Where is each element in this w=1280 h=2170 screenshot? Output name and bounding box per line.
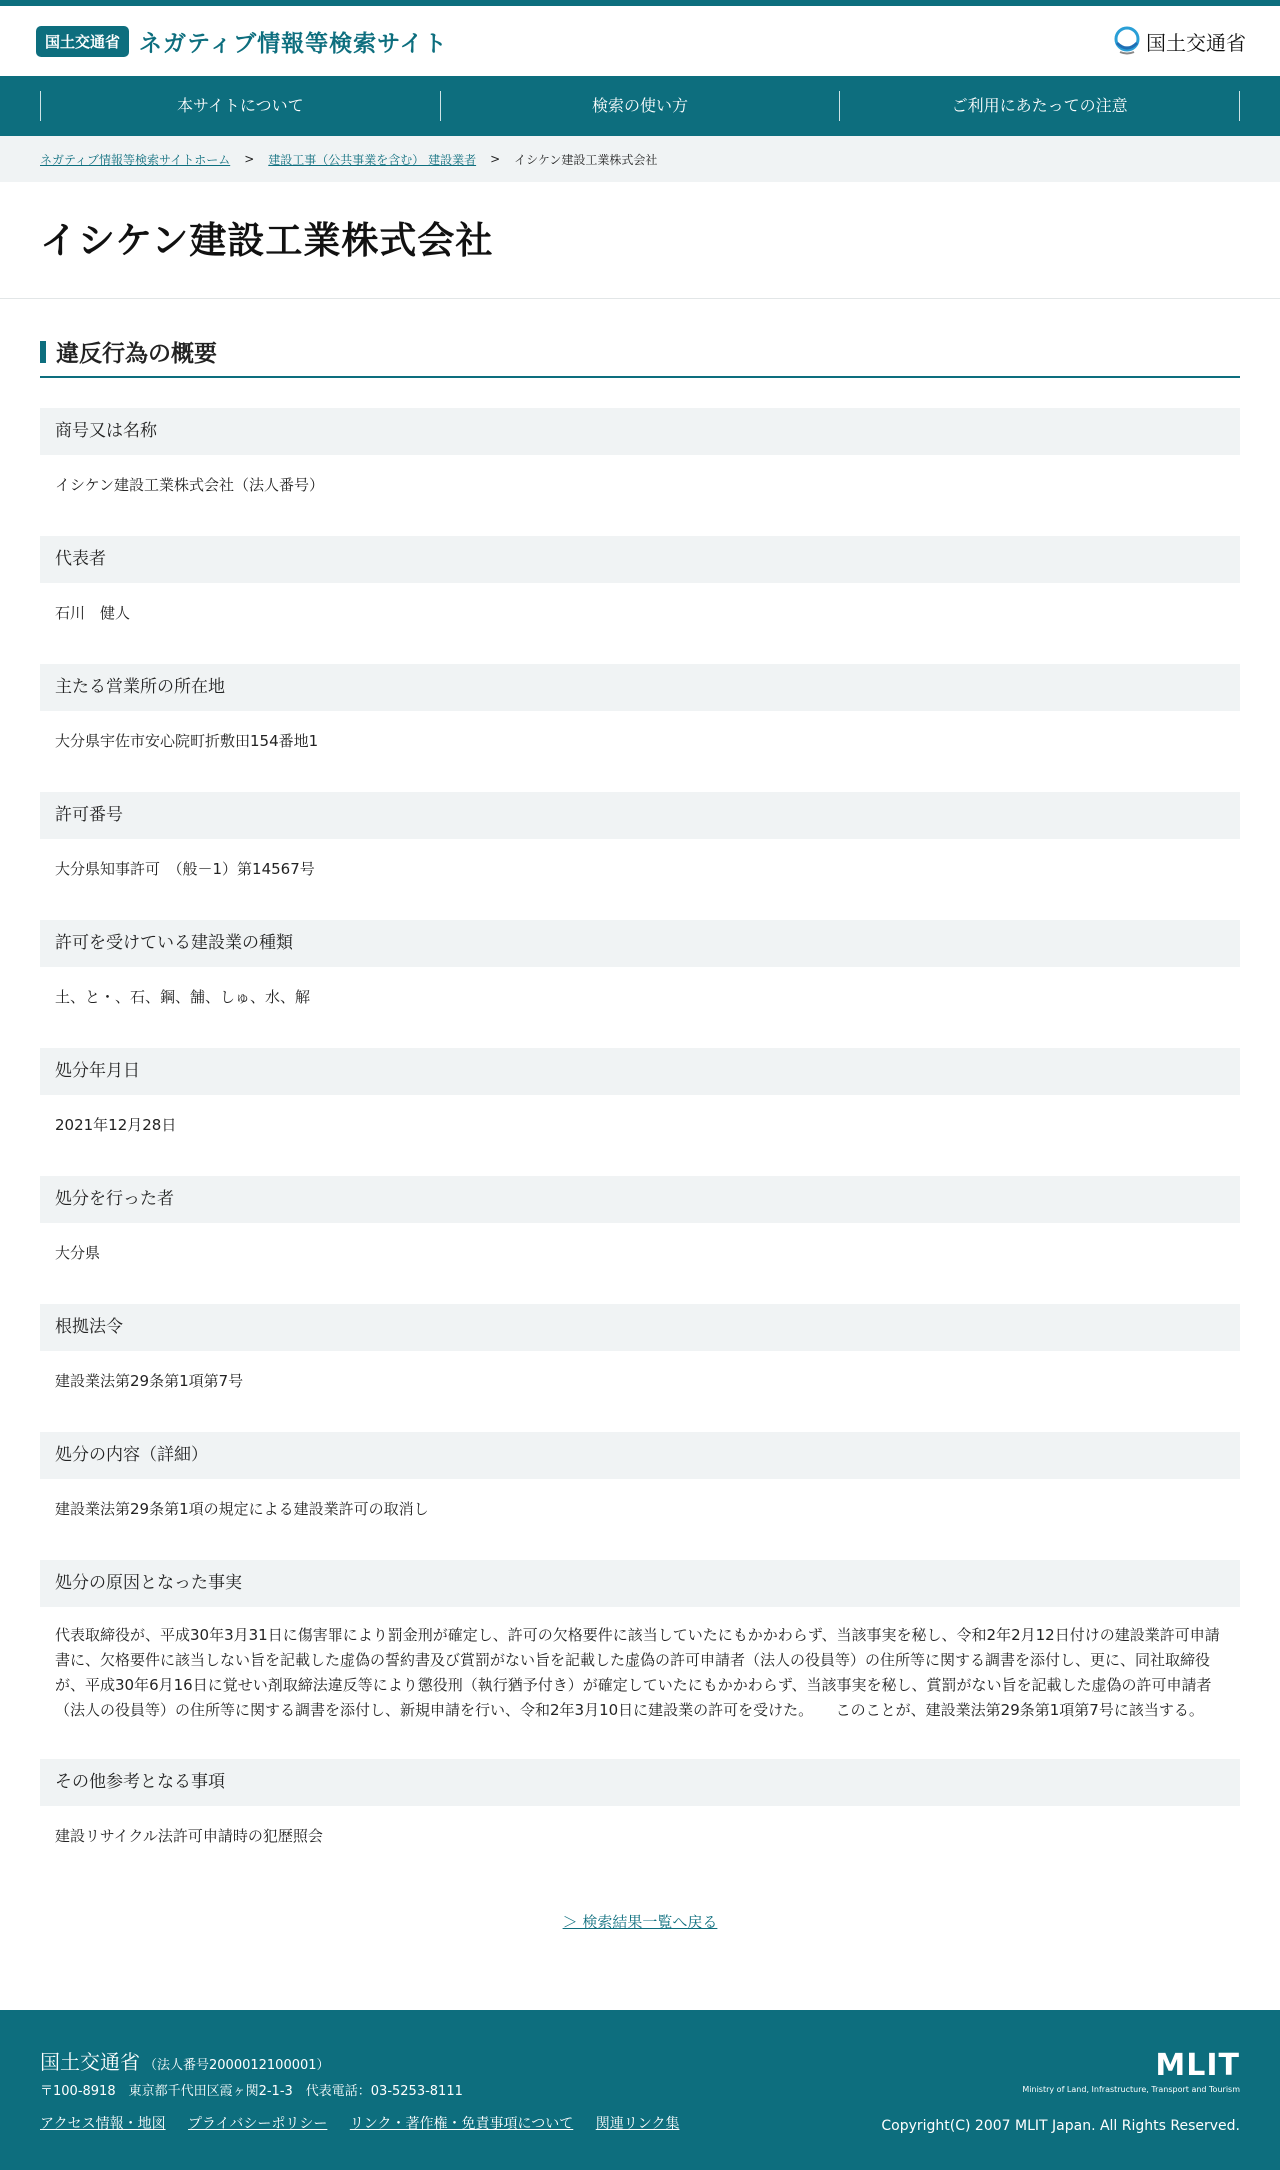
nav-about-site[interactable]: 本サイトについて xyxy=(40,91,440,121)
field-value-other-reference: 建設リサイクル法許可申請時の犯歴照会 xyxy=(55,1827,323,1845)
footer-link-related[interactable]: 関連リンク集 xyxy=(595,2116,680,2132)
violation-details xyxy=(40,408,1240,1867)
field-label-disposing-authority: 処分を行った者 xyxy=(40,1176,1240,1223)
field-label-other-reference: その他参考となる事項 xyxy=(40,1759,1240,1806)
field-label-license-number: 許可番号 xyxy=(40,792,1240,839)
back-to-results-link[interactable]: ＞ 検索結果一覧へ戻る xyxy=(562,1913,718,1931)
footer-mlit-subtitle: Ministry of Land, Infrastructure, Transport and Tourism xyxy=(1022,2085,1240,2094)
footer-address: 〒100-8918 東京都千代田区霞ヶ関2-1-3 代表電話：03-5253-8111 xyxy=(40,2084,463,2099)
footer-link-copyright[interactable]: リンク・著作権・免責事項について xyxy=(349,2116,574,2132)
field-value-disposition-date: 2021年12月28日 xyxy=(55,1116,177,1134)
page-title: イシケン建設工業株式会社 xyxy=(40,219,494,262)
footer-link-privacy[interactable]: プライバシーポリシー xyxy=(188,2116,328,2132)
mlit-logo[interactable] xyxy=(1112,26,1246,56)
footer-link-access[interactable]: アクセス情報・地図 xyxy=(40,2116,166,2132)
breadcrumb-home-link[interactable]: ネガティブ情報等検索サイトホーム xyxy=(40,152,231,167)
field-value-main-office: 大分県宇佐市安心院町折敷田154番地1 xyxy=(55,732,319,750)
field-label-main-office: 主たる営業所の所在地 xyxy=(40,664,1240,711)
mlit-mark-icon xyxy=(1112,26,1142,56)
field-label-disposition-date: 処分年月日 xyxy=(40,1048,1240,1095)
field-value-license-number: 大分県知事許可 （般－1）第14567号 xyxy=(55,860,315,878)
nav-how-to-search[interactable]: 検索の使い方 xyxy=(440,91,840,121)
field-label-disposition-detail: 処分の内容（詳細） xyxy=(40,1432,1240,1479)
field-value-trade-name: イシケン建設工業株式会社（法人番号） xyxy=(55,476,324,494)
site-footer xyxy=(0,2010,1280,2170)
field-value-disposition-detail: 建設業法第29条第1項の規定による建設業許可の取消し xyxy=(55,1500,429,1518)
breadcrumb-category-link[interactable]: 建設工事（公共事業を含む） 建設業者 xyxy=(268,152,477,167)
footer-mlit-logo: MLIT xyxy=(1155,2048,1240,2083)
field-label-trade-name: 商号又は名称 xyxy=(40,408,1240,455)
ministry-badge: 国土交通省 xyxy=(36,26,129,57)
section-heading-text: 違反行為の概要 xyxy=(56,341,217,367)
main-content xyxy=(0,335,1280,1932)
global-nav xyxy=(0,76,1280,136)
field-value-legal-basis: 建設業法第29条第1項第7号 xyxy=(55,1372,244,1390)
page-title-area xyxy=(0,182,1280,299)
field-value-representative: 石川 健人 xyxy=(55,604,131,622)
section-heading-bar xyxy=(40,341,46,363)
field-label-legal-basis: 根拠法令 xyxy=(40,1304,1240,1351)
section-heading xyxy=(40,335,1240,378)
breadcrumb xyxy=(0,136,1280,182)
field-value-cause-facts: 代表取締役が、平成30年3月31日に傷害罪により罰金刑が確定し、許可の欠格要件に該当していたにもかかわらず、当該事実を秘し、令和2年2月12日付けの建設業許可申請書に、欠格要件に該当しない旨を記載した虚偽の誓約書及び賞罰がない旨を記載した虚偽の許可申請者（法人の役員等）の住所等に関する調書を添付し、更に、同社取締役が、平成30年6月16日に覚せい剤取締法違反等により懲役刑（執行猶予付き）が確定していたにもかかわらず、当該事実を秘し、賞罰がない旨を記載した虚偽の許可申請者（法人の役員等）の住所等に関する調書を添付し、新規申請を行い、令和2年3月10日に建設業の許可を受けた。 このことが、建設業法第29条第1項第7号に該当する。 xyxy=(55,1626,1220,1719)
field-value-business-types: 土、と・、石、鋼、舗、しゅ、水、解 xyxy=(55,988,311,1006)
footer-right xyxy=(881,2048,1240,2134)
footer-copyright: Copyright(C) 2007 MLIT Japan. All Rights Reserved. xyxy=(881,2118,1240,2134)
field-label-business-types: 許可を受けている建設業の種類 xyxy=(40,920,1240,967)
back-link-area xyxy=(40,1911,1240,1932)
site-header xyxy=(0,6,1280,76)
mlit-logo-text: 国土交通省 xyxy=(1146,30,1246,55)
breadcrumb-current: イシケン建設工業株式会社 xyxy=(514,152,658,167)
nav-usage-notes[interactable]: ご利用にあたっての注意 xyxy=(839,91,1240,121)
field-label-representative: 代表者 xyxy=(40,536,1240,583)
footer-org-number: （法人番号2000012100001） xyxy=(144,2058,330,2073)
site-title: ネガティブ情報等検索サイト xyxy=(139,30,448,57)
breadcrumb-separator: > xyxy=(490,152,501,166)
site-brand[interactable] xyxy=(36,25,448,58)
field-value-disposing-authority: 大分県 xyxy=(55,1244,101,1262)
footer-org-name: 国土交通省 xyxy=(40,2050,140,2074)
field-label-cause-facts: 処分の原因となった事実 xyxy=(40,1560,1240,1607)
breadcrumb-separator: > xyxy=(244,152,255,166)
